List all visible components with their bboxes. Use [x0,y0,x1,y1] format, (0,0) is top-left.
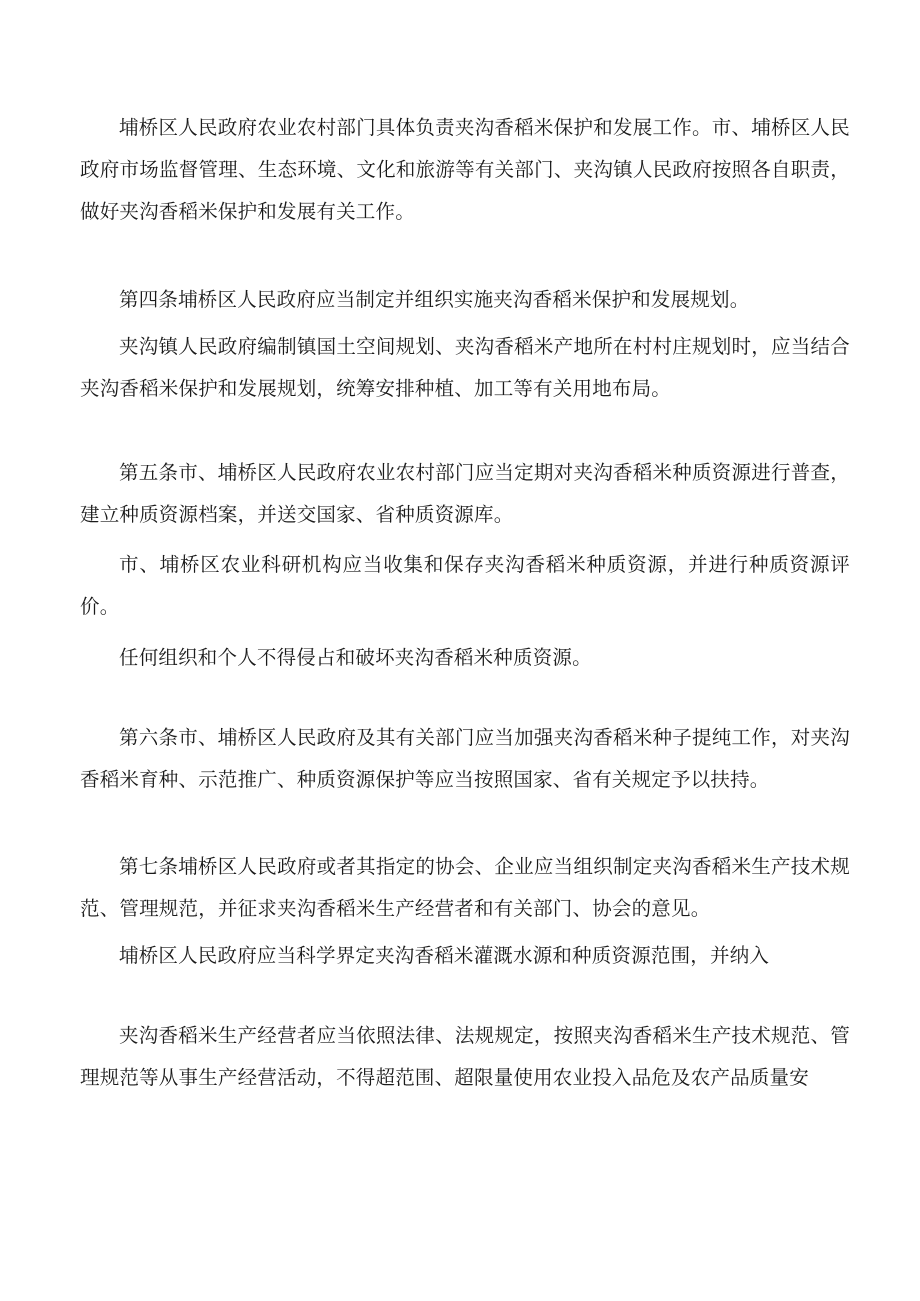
paragraph-article-6: 第六条市、埔桥区人民政府及其有关部门应当加强夹沟香稻米种子提纯工作，对夹沟香稻米育种、示范推广、种质资源保护等应当按照国家、省有关规定予以扶持。 [80,726,850,791]
paragraph-article-5-prohibition: 任何组织和个人不得侵占和破坏夹沟香稻米种质资源。 [119,646,592,669]
paragraph-article-7: 第七条埔桥区人民政府或者其指定的协会、企业应当组织制定夹沟香稻米生产技术规范、管理规范，并征求夹沟香稻米生产经营者和有关部门、协会的意见。 [80,855,850,920]
paragraph-article-4: 第四条埔桥区人民政府应当制定并组织实施夹沟香稻米保护和发展规划。 [119,288,750,311]
paragraph-article-5-research: 市、埔桥区农业科研机构应当收集和保存夹沟香稻米种质资源，并进行种质资源评价。 [80,553,850,618]
paragraph-article-5: 第五条市、埔桥区人民政府农业农村部门应当定期对夹沟香稻米种质资源进行普查，建立种质资源档案，并送交国家、省种质资源库。 [80,461,850,526]
paragraph-article-4-land-use: 夹沟镇人民政府编制镇国土空间规划、夹沟香稻米产地所在村村庄规划时，应当结合夹沟香稻米保护和发展规划，统筹安排种植、加工等有关用地布局。 [80,335,850,400]
paragraph-producers-obligations: 夹沟香稻米生产经营者应当依照法律、法规规定，按照夹沟香稻米生产技术规范、管理规范等从事生产经营活动，不得超范围、超限量使用农业投入品危及农产品质量安 [80,1024,850,1089]
paragraph-article-7-water-source: 埔桥区人民政府应当科学界定夹沟香稻米灌溉水源和种质资源范围，并纳入 [119,944,770,967]
paragraph-responsibilities: 埔桥区人民政府农业农村部门具体负责夹沟香稻米保护和发展工作。市、埔桥区人民政府市场监督管理、生态环境、文化和旅游等有关部门、夹沟镇人民政府按照各自职责，做好夹沟香稻米保护和发展有关工作。 [80,116,850,223]
